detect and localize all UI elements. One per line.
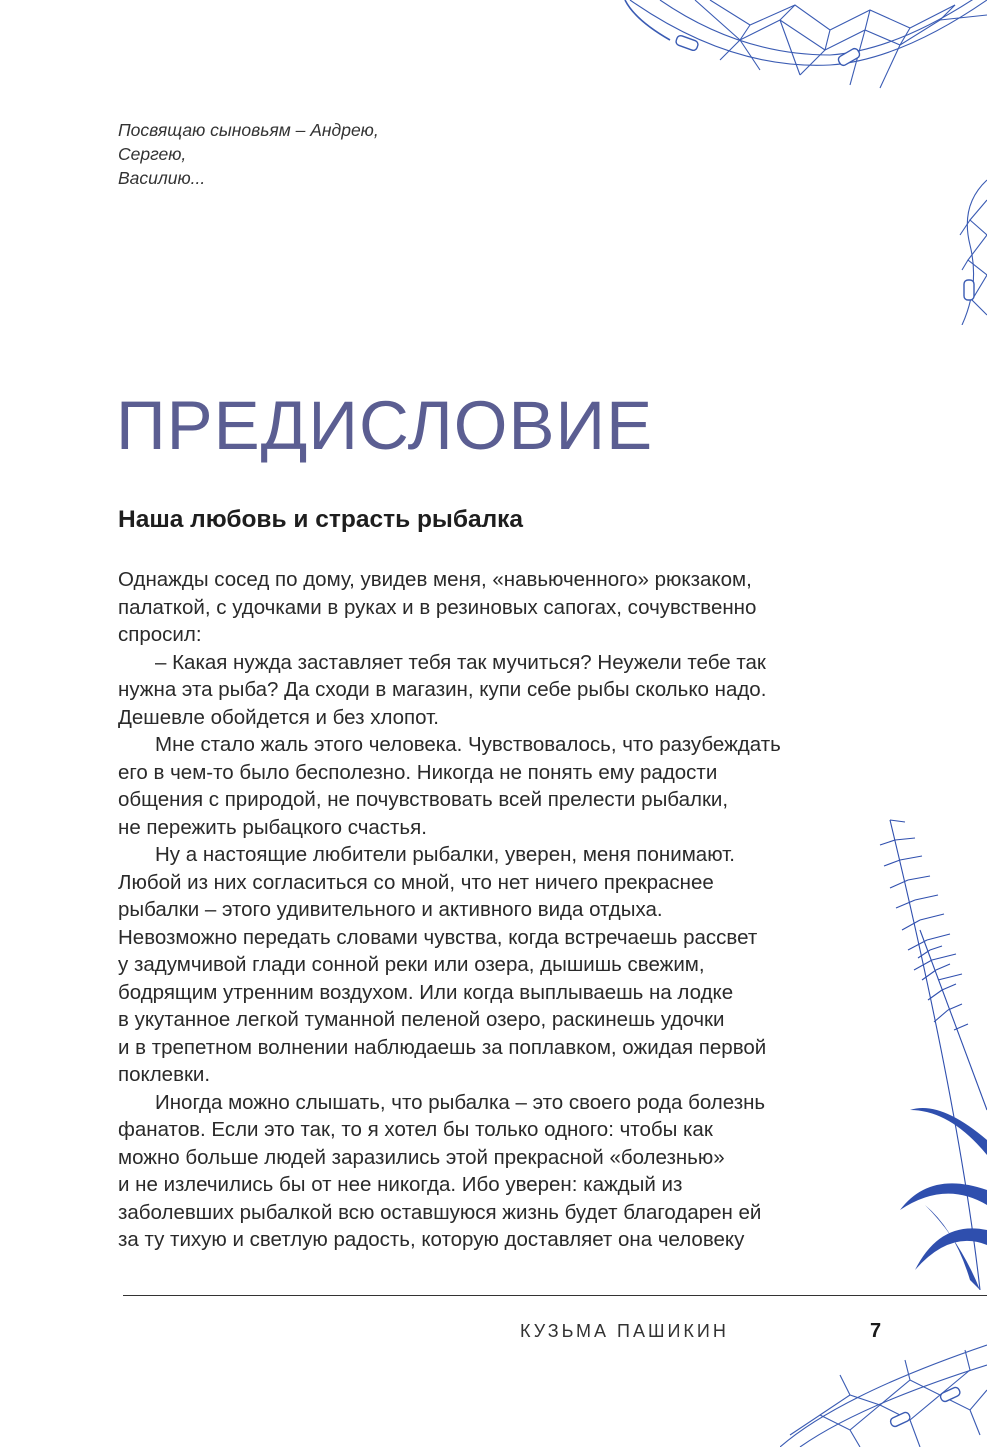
text-line: фанатов. Если это так, то я хотел бы только одного: чтобы как — [118, 1118, 713, 1141]
text-line: и не излечились бы от нее никогда. Ибо уверен: каждый из — [118, 1173, 683, 1196]
text-line: спросил: — [118, 623, 202, 646]
reed-illustration — [870, 810, 987, 1290]
dedication-line: Сергею, — [118, 144, 187, 164]
footer-divider — [123, 1295, 987, 1296]
text-line: можно больше людей заразились этой прекрасной «болезнью» — [118, 1145, 725, 1169]
body-text — [118, 566, 878, 1254]
text-line: нужна эта рыба? Да сходи в магазин, купи себе рыбы сколько надо. — [118, 678, 767, 701]
running-footer-author: КУЗЬМА ПАШИКИН — [520, 1321, 729, 1341]
paragraph — [118, 649, 878, 732]
paragraph — [118, 841, 878, 1089]
text-line: Дешевле обойдется и без хлопот. — [118, 705, 439, 729]
text-line: не пережить рыбацкого счастья. — [118, 815, 427, 839]
chapter-subtitle: Наша любовь и страсть рыбалка — [118, 506, 524, 533]
text-line: поклевки. — [118, 1063, 211, 1086]
text-line: бодрящим утренним воздухом. Или когда выплываешь на лодке — [118, 980, 734, 1004]
dedication-line: Посвящаю сыновьям – Андрею, — [118, 120, 379, 140]
text-line: Любой из них согласиться со мной, что нет ничего прекраснее — [118, 870, 714, 894]
text-line: – Какая нужда заставляет тебя так мучиться? Неужели тебе так — [155, 650, 766, 674]
text-line: Мне стало жаль этого человека. Чувствовалось, что разубеждать — [155, 733, 781, 756]
dedication — [118, 118, 538, 190]
paragraph — [118, 731, 878, 841]
text-line: общения с природой, не почувствовать всей прелести рыбалки, — [118, 788, 729, 811]
text-line: в укутанное легкой туманной пеленой озеро, раскинешь удочки — [118, 1008, 725, 1031]
text-line: заболевших рыбалкой всю оставшуюся жизнь будет благодарен ей — [118, 1200, 762, 1224]
paragraph — [118, 566, 878, 649]
chapter-title: ПРЕДИСЛОВИЕ — [116, 387, 654, 464]
text-line: Невозможно передать словами чувства, когда встречаешь рассвет — [118, 925, 758, 949]
text-line: и в трепетном волнении наблюдаешь за поплавком, ожидая первой — [118, 1035, 767, 1059]
text-line: Ну а настоящие любители рыбалки, уверен, меня понимают. — [155, 843, 735, 866]
text-line: Однажды сосед по дому, увидев меня, «навьюченного» рюкзаком, — [118, 568, 752, 591]
text-line: за ту тихую и светлую радость, которую доставляет она человеку — [118, 1228, 745, 1251]
page-number: 7 — [870, 1320, 882, 1342]
fishing-net-illustration-top — [600, 0, 987, 100]
fishing-net-illustration-right — [950, 175, 987, 325]
text-line: Иногда можно слышать, что рыбалка – это своего рода болезнь — [155, 1090, 766, 1114]
text-line: его в чем-то было бесполезно. Никогда не понять ему радости — [118, 760, 718, 784]
paragraph — [118, 1089, 878, 1254]
text-line: у задумчивой глади сонной реки или озера, дышишь свежим, — [118, 953, 705, 976]
fishing-net-illustration-bottom — [780, 1335, 987, 1447]
text-line: палаткой, с удочками в руках и в резиновых сапогах, сочувственно — [118, 595, 757, 619]
text-line: рыбалки – этого удивительного и активного вида отдыха. — [118, 898, 663, 921]
dedication-line: Василию... — [118, 168, 206, 188]
